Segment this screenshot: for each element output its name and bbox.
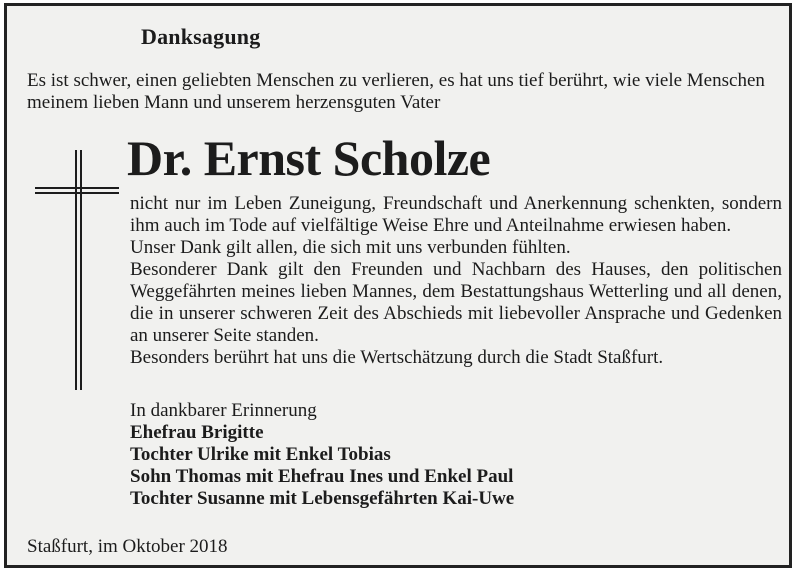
family-member: Tochter Ulrike mit Enkel Tobias bbox=[130, 444, 391, 465]
body-paragraph: nicht nur im Leben Zuneigung, Freundschaft und Anerkennung schenkten, sondern ihm auch im Tode auf vielfältige Weise Ehre und Anteilnahme erwiesen haben. bbox=[130, 193, 782, 236]
body-paragraph: Besonders berührt hat uns die Wertschätzung durch die Stadt Staßfurt. bbox=[130, 347, 664, 368]
notice-body bbox=[130, 193, 782, 369]
family-member: Tochter Susanne mit Lebensgefährten Kai-Uwe bbox=[130, 488, 515, 509]
closing-line: In dankbarer Erinnerung bbox=[130, 400, 317, 421]
obituary-notice bbox=[4, 3, 792, 568]
intro-line: Es ist schwer, einen geliebten Menschen zu verlieren, es hat uns tief berührt, wie viele Menschen bbox=[27, 70, 765, 91]
place-date: Staßfurt, im Oktober 2018 bbox=[27, 536, 228, 557]
signoff bbox=[130, 400, 514, 510]
body-paragraph: Besonderer Dank gilt den Freunden und Nachbarn des Hauses, den politischen Weggefährten meines lieben Mannes, dem Bestattungshaus Wetterling und all denen, die in unserer schweren Zeit des Abschieds mit liebevoller Ansprache und Gedenken an unserer Seite standen. bbox=[130, 259, 782, 346]
intro-line: meinem lieben Mann und unserem herzensguten Vater bbox=[27, 92, 441, 113]
intro-text bbox=[27, 70, 787, 114]
cross-icon bbox=[35, 150, 119, 390]
family-member: Ehefrau Brigitte bbox=[130, 422, 264, 443]
notice-title: Danksagung bbox=[141, 24, 261, 49]
body-paragraph: Unser Dank gilt allen, die sich mit uns verbunden fühlten. bbox=[130, 237, 571, 258]
family-member: Sohn Thomas mit Ehefrau Ines und Enkel Paul bbox=[130, 466, 514, 487]
deceased-name: Dr. Ernst Scholze bbox=[127, 130, 491, 186]
